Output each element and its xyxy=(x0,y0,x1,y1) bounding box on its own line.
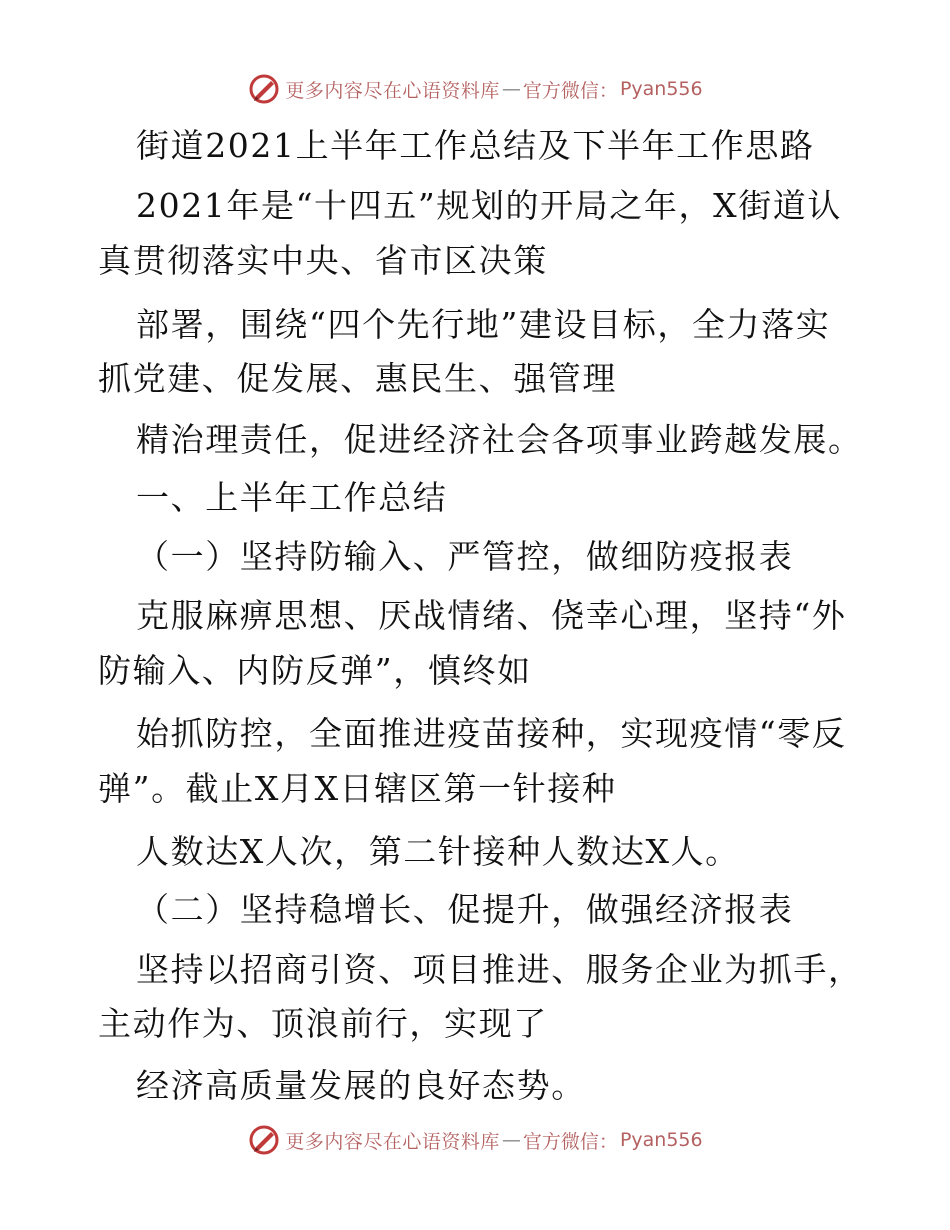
subsection-heading: （一）坚持防输入、严管控，做细防疫报表 xyxy=(136,537,794,576)
paragraph-line: 防输入、内防反弹”，慎终如 xyxy=(98,651,532,690)
paragraph-line: 2021年是“十四五”规划的开局之年，X街道认 xyxy=(136,186,843,225)
paragraph-line: 精治理责任，促进经济社会各项事业跨越发展。 xyxy=(136,420,863,459)
paragraph-line: 弹”。截止X月X日辖区第一针接种 xyxy=(98,769,617,808)
watermark-separator: — xyxy=(501,1129,521,1151)
watermark-wechat-label: 官方微信： xyxy=(522,79,618,102)
paragraph-line: 部署，围绕“四个先行地”建设目标，全力落实 xyxy=(136,305,831,344)
paragraph-line: 主动作为、顶浪前行，实现了 xyxy=(98,1004,548,1043)
paragraph-line: 克服麻痹思想、厌战情绪、侥幸心理，坚持“外 xyxy=(136,596,847,635)
paragraph-line: 始抓防控，全面推进疫苗接种，实现疫情“零反 xyxy=(136,714,847,753)
subsection-heading: （二）坚持稳增长、促提升，做强经济报表 xyxy=(136,890,794,929)
watermark-wechat-label: 官方微信： xyxy=(522,1130,618,1153)
brand-logo-icon xyxy=(247,72,281,106)
brand-logo-icon xyxy=(247,1123,281,1157)
watermark-separator: — xyxy=(501,78,521,100)
watermark-header xyxy=(0,71,950,107)
document-title: 街道2021上半年工作总结及下半年工作思路 xyxy=(136,126,815,165)
watermark-text: 更多内容尽在心语资料库 xyxy=(285,1130,500,1153)
watermark-text: 更多内容尽在心语资料库 xyxy=(285,79,500,102)
paragraph-line: 人数达X人次，第二针接种人数达X人。 xyxy=(136,832,740,871)
watermark-wechat-id: Pyan556 xyxy=(619,78,703,100)
watermark-wechat-id: Pyan556 xyxy=(619,1129,703,1151)
paragraph-line: 真贯彻落实中央、省市区决策 xyxy=(98,241,548,280)
paragraph-line: 抓党建、促发展、惠民生、强管理 xyxy=(98,359,617,398)
paragraph-line: 经济高质量发展的良好态势。 xyxy=(136,1066,586,1105)
section-heading: 一、上半年工作总结 xyxy=(136,478,448,517)
watermark-footer xyxy=(0,1122,950,1158)
paragraph-line: 坚持以招商引资、项目推进、服务企业为抓手， xyxy=(136,950,863,989)
